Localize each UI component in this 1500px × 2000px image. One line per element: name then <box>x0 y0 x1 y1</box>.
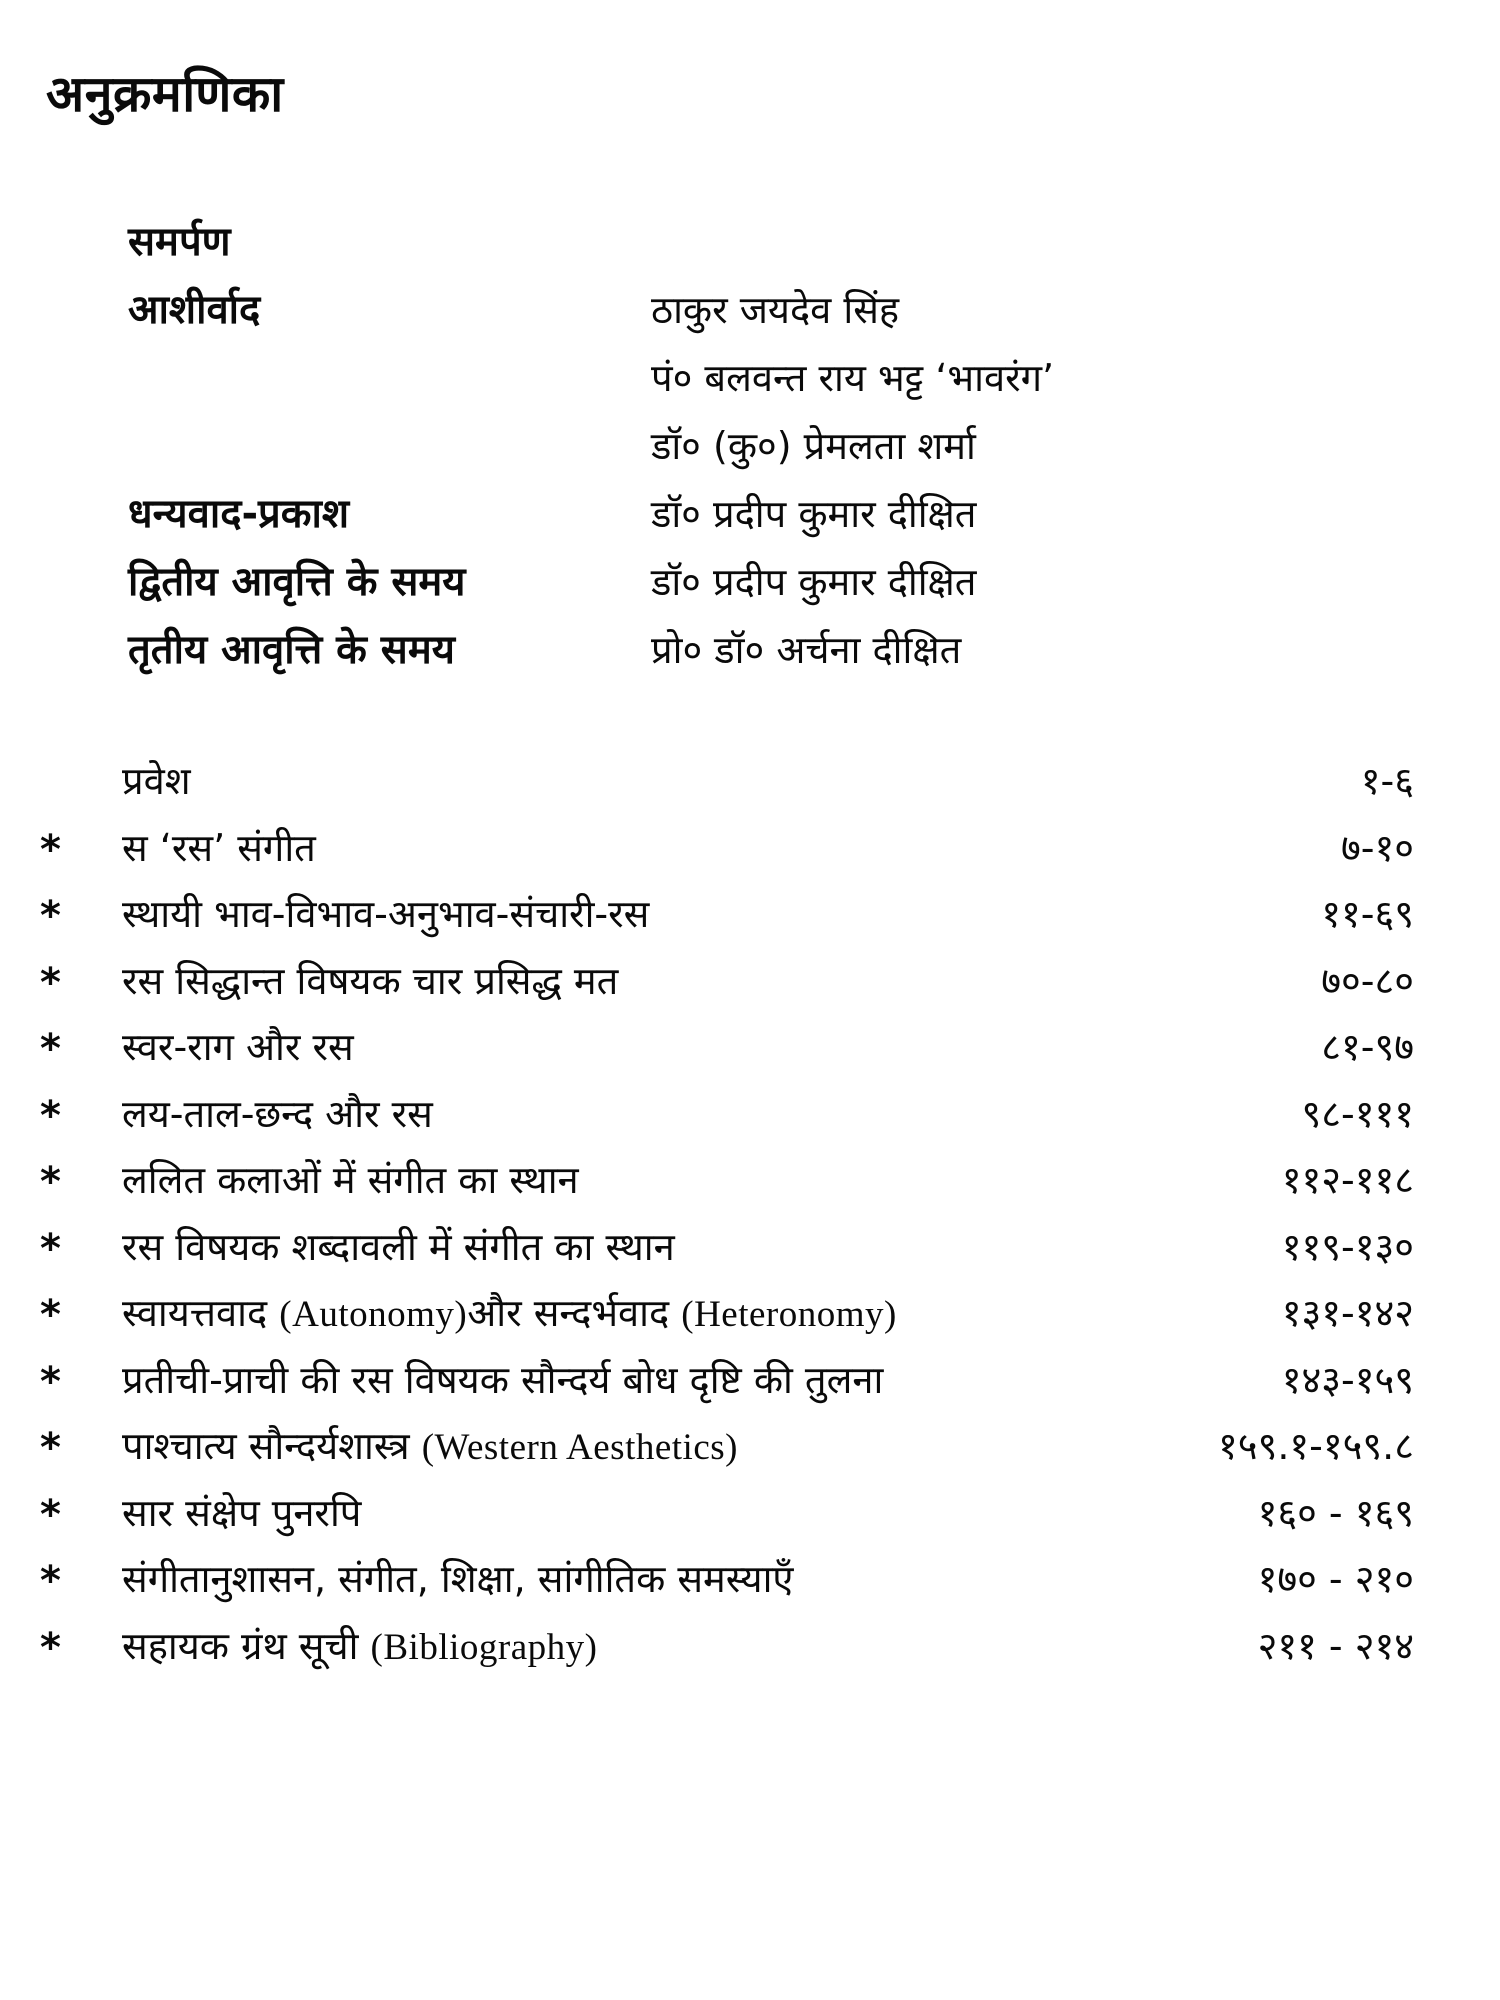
toc-page-range: १४३-१५९ <box>1281 1357 1414 1402</box>
front-matter-label: समर्पण <box>128 219 231 265</box>
toc-bullet: * <box>40 1026 61 1072</box>
toc-title-english: (Heteronomy) <box>681 1294 897 1335</box>
page-title: अनुक्रमणिका <box>46 65 284 123</box>
toc-page-range: २११ - २१४ <box>1257 1623 1414 1668</box>
toc-title <box>122 954 618 1006</box>
toc-title-text: स ‘रस’ संगीत <box>122 825 316 870</box>
toc-title <box>122 887 649 939</box>
toc-entry <box>0 1020 1500 1087</box>
front-matter-row <box>128 620 1228 688</box>
toc-title-text: लय-ताल-छन्द और रस <box>122 1091 433 1136</box>
toc-entry <box>0 754 1500 821</box>
toc-entry <box>0 1286 1500 1353</box>
toc-page-range: १३१-१४२ <box>1281 1291 1414 1335</box>
toc-title-text: रस सिद्धान्त विषयक चार प्रसिद्ध मत <box>122 958 619 1003</box>
front-matter-label: आशीर्वाद <box>128 287 261 333</box>
toc-bullet: * <box>40 1558 61 1604</box>
toc-title-text: सहायक ग्रंथ सूची <box>122 1623 371 1668</box>
toc-entry <box>0 1486 1500 1553</box>
toc-entry <box>0 1087 1500 1154</box>
toc-title-text: संगीतानुशासन, संगीत, शिक्षा, सांगीतिक समस्याएँ <box>122 1557 794 1601</box>
front-matter-values <box>651 284 1054 488</box>
toc-title-text: स्थायी भाव-विभाव-अनुभाव-संचारी-रस <box>122 892 650 936</box>
toc-page-range: १-६ <box>1360 759 1414 803</box>
front-matter-label: द्वितीय आवृत्ति के समय <box>128 559 466 605</box>
front-matter-row <box>128 212 1228 280</box>
front-matter-values <box>651 488 976 556</box>
toc-entry <box>0 1619 1500 1686</box>
toc-page-range: १५९.१-१५९.८ <box>1218 1424 1414 1468</box>
toc-page-range: ७०-८० <box>1321 958 1414 1003</box>
toc-page-range: १७० - २१० <box>1257 1557 1414 1601</box>
toc-entry <box>0 1552 1500 1619</box>
toc-title-text: प्रवेश <box>122 759 191 803</box>
toc-bullet: * <box>40 1225 61 1272</box>
toc-entry <box>0 954 1500 1021</box>
toc-page-range: ९८-१११ <box>1301 1091 1414 1136</box>
toc-title-text: सार संक्षेप पुनरपि <box>122 1490 362 1535</box>
toc-entry <box>0 887 1500 954</box>
toc-title-text: स्वायत्तवाद <box>122 1291 280 1335</box>
toc-page-range: ११२-११८ <box>1281 1158 1414 1202</box>
front-matter-values <box>651 624 961 692</box>
toc-bullet: * <box>40 1292 61 1338</box>
toc-bullet: * <box>40 1092 61 1139</box>
toc-title-text: और सन्दर्भवाद <box>467 1291 682 1335</box>
toc-title-english: (Autonomy) <box>279 1294 468 1335</box>
toc-page-range: १६० - १६९ <box>1257 1490 1414 1535</box>
front-matter-value: डॉ० प्रदीप कुमार दीक्षित <box>651 560 977 604</box>
toc-title <box>122 1552 793 1604</box>
toc-bullet: * <box>40 893 61 939</box>
toc-title <box>122 1020 354 1072</box>
toc-entry <box>0 1353 1500 1420</box>
toc-title-text: पाश्चात्य सौन्दर्यशास्त्र <box>122 1424 422 1468</box>
front-matter-value: पं० बलवन्त राय भट्ट ‘भावरंग’ <box>651 356 1055 400</box>
toc-title <box>122 1419 738 1471</box>
toc-title <box>122 1486 361 1538</box>
front-matter-value: डॉ० (कु०) प्रेमलता शर्मा <box>651 424 976 468</box>
toc-title <box>122 821 316 873</box>
toc-title <box>122 1619 597 1671</box>
front-matter-label: तृतीय आवृत्ति के समय <box>128 627 455 673</box>
toc-title-text: प्रतीची-प्राची की रस विषयक सौन्दर्य बोध दृष्टि की तुलना <box>122 1357 884 1402</box>
toc-bullet: * <box>40 1425 61 1471</box>
toc-title <box>122 1353 883 1405</box>
toc-bullet: * <box>40 1358 61 1405</box>
toc-entry <box>0 1419 1500 1486</box>
toc-page-range: ११९-१३० <box>1281 1224 1414 1269</box>
front-matter-value: डॉ० प्रदीप कुमार दीक्षित <box>651 492 977 536</box>
toc-title-english: (Bibliography) <box>370 1626 598 1668</box>
toc-entry <box>0 821 1500 888</box>
toc-page-range: ७-१० <box>1341 825 1414 870</box>
toc-title-english: (Western Aesthetics) <box>421 1427 738 1468</box>
table-of-contents <box>0 754 1500 1685</box>
toc-entry <box>0 1220 1500 1287</box>
toc-title-text: स्वर-राग और रस <box>122 1025 354 1069</box>
front-matter-label: धन्यवाद-प्रकाश <box>128 491 350 537</box>
front-matter-value: प्रो० डॉ० अर्चना दीक्षित <box>651 628 962 672</box>
toc-bullet: * <box>40 1624 61 1671</box>
toc-bullet: * <box>40 959 61 1006</box>
toc-page-range: ८१-९७ <box>1321 1025 1414 1069</box>
toc-title-text: रस विषयक शब्दावली में संगीत का स्थान <box>122 1224 675 1269</box>
toc-title <box>122 1286 897 1338</box>
toc-bullet: * <box>40 1491 61 1538</box>
front-matter-row <box>128 552 1228 620</box>
toc-bullet: * <box>40 826 61 873</box>
toc-title <box>122 754 191 806</box>
front-matter-row <box>128 484 1228 552</box>
front-matter-row <box>128 280 1228 484</box>
front-matter-value: ठाकुर जयदेव सिंह <box>651 288 900 332</box>
toc-title <box>122 1220 675 1272</box>
front-matter-section <box>128 212 1228 688</box>
toc-bullet: * <box>40 1159 61 1205</box>
toc-page-range: ११-६९ <box>1321 892 1414 936</box>
toc-title-text: ललित कलाओं में संगीत का स्थान <box>122 1158 579 1202</box>
front-matter-values <box>651 556 976 624</box>
toc-title <box>122 1087 433 1139</box>
toc-entry <box>0 1153 1500 1220</box>
toc-title <box>122 1153 579 1205</box>
